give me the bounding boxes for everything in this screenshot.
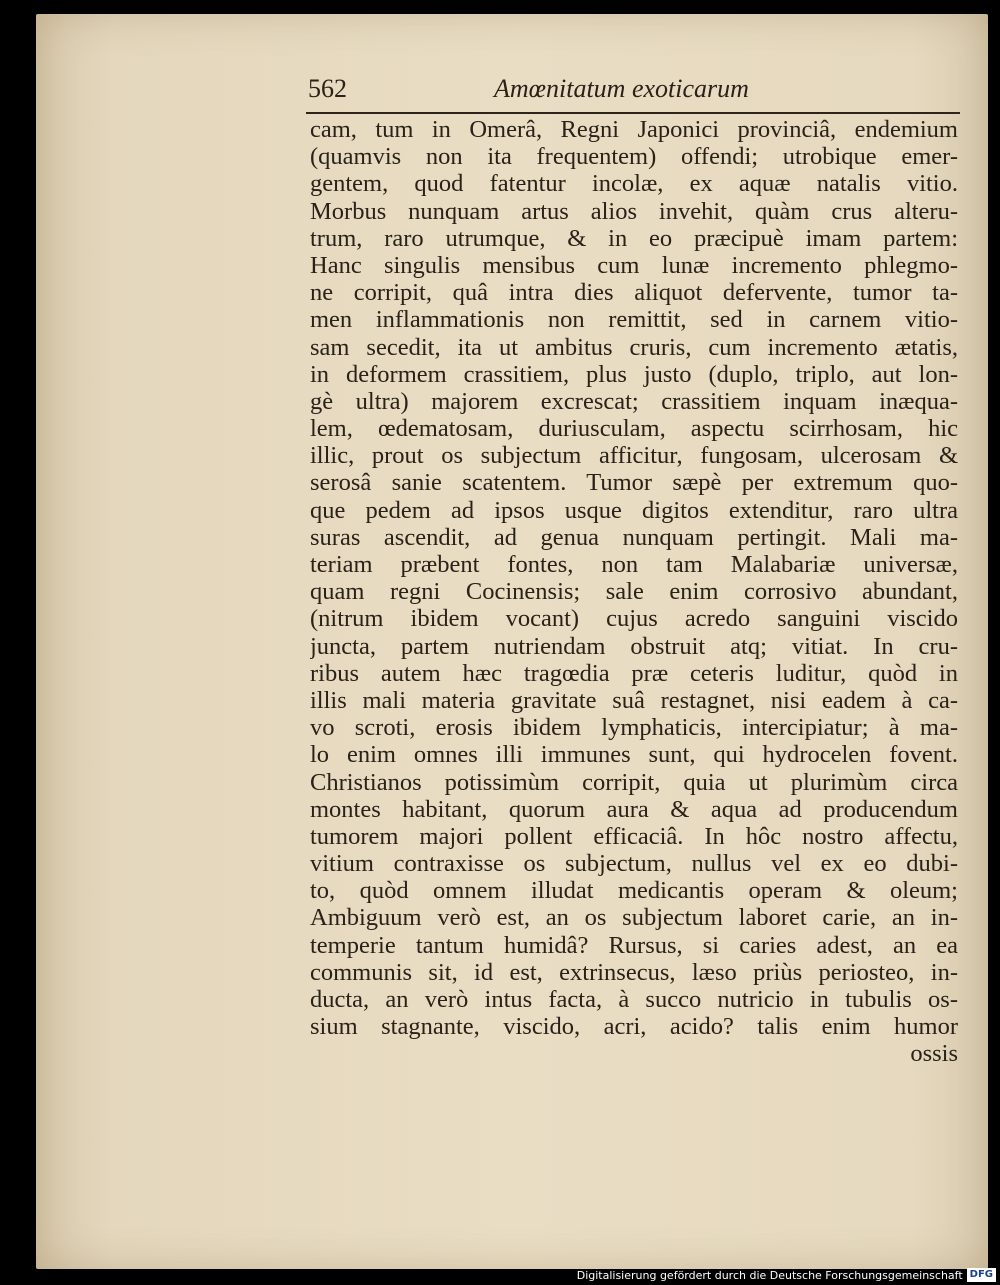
text-line: gentem, quod fatentur incolæ, ex aquæ natalis vitio. — [310, 170, 958, 198]
text-line: lo enim omnes illi immunes sunt, qui hydrocelen fovent. — [310, 741, 958, 769]
header-rule — [306, 112, 960, 114]
text-line: trum, raro utrumque, & in eo præcipuè imam partem: — [310, 224, 958, 252]
text-line: ne corripit, quâ intra dies aliquot defervente, tumor ta- — [310, 279, 958, 307]
text-line: to, quòd omnem illudat medicantis operam & oleum; — [310, 877, 958, 905]
text-line: cam, tum in Omerâ, Regni Japonici provinciâ, endemium — [310, 116, 958, 143]
text-line: Hanc singulis mensibus cum lunæ incremento phlegmo- — [310, 251, 958, 279]
body-text — [310, 116, 958, 1068]
text-line: men inflammationis non remittit, sed in carnem vitio- — [310, 306, 958, 334]
text-line: temperie tantum humidâ? Rursus, si caries adest, an ea — [310, 931, 958, 959]
text-line: gè ultra) majorem excrescat; crassitiem inquam inæqua- — [310, 387, 958, 415]
text-line: Christianos potissimùm corripit, quia ut plurimùm circa — [310, 768, 958, 796]
text-line: sium stagnante, viscido, acri, acido? talis enim humor — [310, 1013, 958, 1041]
text-line: illic, prout os subjectum afficitur, fungosam, ulcerosam & — [310, 442, 958, 470]
page-header — [274, 68, 794, 108]
page-number: 562 — [308, 74, 347, 103]
text-line: lem, œdematosam, duriusculam, aspectu scirrhosam, hic — [310, 415, 958, 443]
text-line: Morbus nunquam artus alios invehit, quàm crus alteru- — [310, 197, 958, 225]
text-line: communis sit, id est, extrinsecus, læso priùs periosteo, in- — [310, 958, 958, 986]
text-line: illis mali materia gravitate suâ restagnet, nisi eadem à ca- — [310, 686, 958, 714]
text-line: juncta, partem nutriendam obstruit atq; vitiat. In cru- — [310, 632, 958, 660]
text-line: ribus autem hæc tragœdia præ ceteris luditur, quòd in — [310, 659, 958, 687]
text-line: sam secedit, ita ut ambitus cruris, cum incremento ætatis, — [310, 333, 958, 361]
dfg-logo-icon: DFG — [967, 1268, 996, 1282]
text-line: vitium contraxisse os subjectum, nullus vel ex eo dubi- — [310, 850, 958, 878]
text-line: in deformem crassitiem, plus justo (duplo, triplo, aut lon- — [310, 360, 958, 388]
text-line: serosâ sanie scatentem. Tumor sæpè per extremum quo- — [310, 469, 958, 497]
catchword: ossis — [910, 1040, 958, 1068]
text-line: Ambiguum verò est, an os subjectum laboret carie, an in- — [310, 904, 958, 932]
text-line: quam regni Cocinensis; sale enim corrosivo abundant, — [310, 578, 958, 606]
running-title: Amœnitatum exoticarum — [494, 74, 749, 103]
text-line: montes habitant, quorum aura & aqua ad producendum — [310, 795, 958, 823]
text-line: teriam præbent fontes, non tam Malabariæ universæ, — [310, 551, 958, 578]
text-line: (nitrum ibidem vocant) cujus acredo sanguini viscido — [310, 605, 958, 633]
text-line: que pedem ad ipsos usque digitos extenditur, raro ultra — [310, 496, 958, 524]
credit-text: Digitalisierung gefördert durch die Deutsche Forschungsgemeinschaft — [576, 1268, 963, 1282]
text-line: suras ascendit, ad genua nunquam pertingit. Mali ma- — [310, 523, 958, 551]
digitization-credit — [576, 1267, 1000, 1283]
text-line: vo scroti, erosis ibidem lymphaticis, intercipiatur; à ma- — [310, 714, 958, 742]
text-line: (quamvis non ita frequentem) offendi; utrobique emer- — [310, 143, 958, 171]
text-line: ducta, an verò intus facta, à succo nutricio in tubulis os- — [310, 986, 958, 1013]
text-line: tumorem majori pollent efficaciâ. In hôc nostro affectu, — [310, 822, 958, 850]
